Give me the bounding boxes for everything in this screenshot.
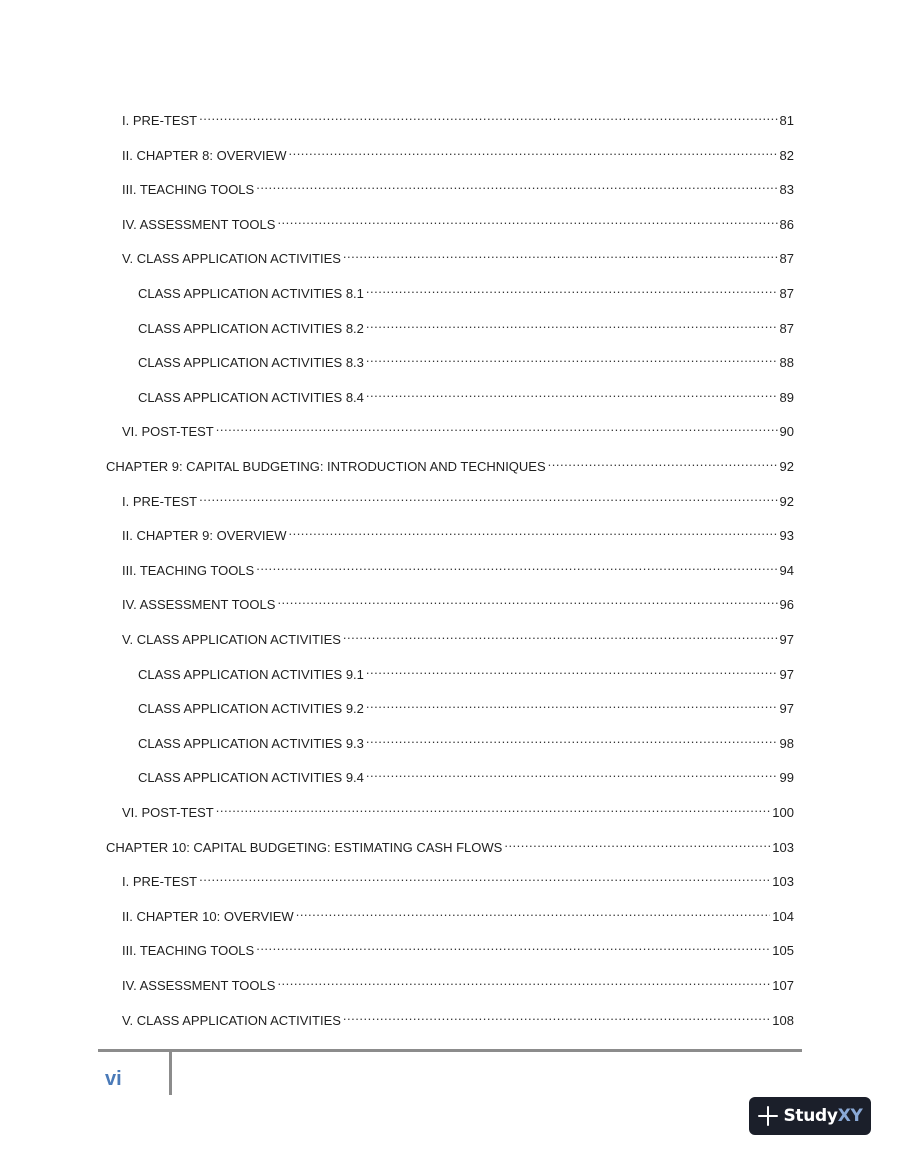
toc-entry[interactable] [122,937,794,960]
toc-dot-leader [199,488,777,506]
toc-entry-label: IV. ASSESSMENT TOOLS [122,216,276,232]
toc-dot-leader [366,315,778,333]
toc-entry-label: III. TEACHING TOOLS [122,182,255,198]
toc-dot-leader [366,384,778,402]
toc-dot-leader [366,280,778,298]
toc-entry-page: 89 [779,389,794,405]
toc-entry[interactable] [122,903,794,926]
toc-entry-label: VI. POST-TEST [122,805,214,820]
toc-entry[interactable] [138,661,794,684]
toc-entry-page: 99 [779,770,794,786]
toc-entry-label: I. PRE-TEST [122,113,198,128]
toc-dot-leader [288,522,777,540]
toc-entry-page: 90 [779,424,794,440]
toc-entry[interactable] [122,245,794,268]
toc-entry-page: 87 [779,320,794,336]
toc-entry[interactable] [122,522,794,545]
toc-entry[interactable] [122,799,794,822]
toc-entry-label: CLASS APPLICATION ACTIVITIES 9.2 [138,701,364,717]
toc-entry-label: II. CHAPTER 9: OVERVIEW [122,528,287,544]
toc-dot-leader [216,799,771,817]
toc-dot-leader [277,591,777,609]
brand-name-part1: Study [783,1106,838,1126]
toc-entry-page: 100 [772,805,794,820]
toc-dot-leader [504,834,770,852]
toc-entry[interactable] [122,488,794,511]
toc-entry-page: 103 [772,839,794,855]
page-number: vi [105,1068,122,1090]
toc-entry-page: 105 [772,943,794,959]
toc-entry[interactable] [138,384,794,407]
toc-entry[interactable] [138,315,794,338]
toc-entry-label: IV. ASSESSMENT TOOLS [122,597,276,613]
toc-dot-leader [256,937,770,955]
brand-name-part2: XY [837,1106,863,1126]
toc-entry-page: 108 [772,1012,794,1028]
toc-entry-label: VI. POST-TEST [122,424,214,440]
toc-dot-leader [366,764,778,782]
toc-entry-label: II. CHAPTER 10: OVERVIEW [122,908,294,924]
toc-entry-label: CHAPTER 9: CAPITAL BUDGETING: INTRODUCTION AND TECHNIQUES [106,459,546,474]
toc-entry-page: 97 [779,701,794,717]
toc-entry-page: 83 [779,182,794,198]
toc-entry-page: 82 [779,147,794,163]
toc-dot-leader [366,695,778,713]
toc-entry[interactable] [122,626,794,649]
footer-divider [98,1049,802,1052]
toc-entry[interactable] [122,142,794,165]
toc-entry-page: 107 [772,978,794,993]
plus-icon [757,1105,779,1127]
toc-entry-label: CLASS APPLICATION ACTIVITIES 9.4 [138,770,364,786]
toc-dot-leader [548,453,778,471]
toc-entry[interactable] [122,1007,794,1030]
toc-entry-label: I. PRE-TEST [122,874,198,890]
toc-entry-label: CLASS APPLICATION ACTIVITIES 8.2 [138,320,364,336]
studyxy-logo[interactable] [749,1097,871,1135]
toc-entry[interactable] [138,730,794,753]
toc-entry[interactable] [122,107,794,130]
toc-entry-label: CLASS APPLICATION ACTIVITIES 9.3 [138,735,364,751]
toc-entry-label: III. TEACHING TOOLS [122,562,255,578]
toc-entry[interactable] [122,211,794,234]
toc-entry-label: III. TEACHING TOOLS [122,943,255,959]
toc-dot-leader [296,903,771,921]
toc-entry[interactable] [122,176,794,199]
toc-entry-page: 94 [779,562,794,578]
toc-dot-leader [256,176,777,194]
toc-dot-leader [256,557,777,575]
toc-dot-leader [366,661,778,679]
toc-dot-leader [366,349,778,367]
footer-vertical-divider [169,1049,172,1095]
toc-dot-leader [199,868,770,886]
toc-dot-leader [343,1007,770,1025]
toc-entry-label: IV. ASSESSMENT TOOLS [122,978,276,993]
toc-entry-page: 97 [779,632,794,647]
toc-entry-label: CLASS APPLICATION ACTIVITIES 9.1 [138,666,364,682]
toc-dot-leader [343,245,778,263]
toc-dot-leader [366,730,778,748]
toc-entry-page: 92 [779,493,794,509]
toc-entry[interactable] [122,418,794,441]
toc-entry-page: 92 [779,459,794,474]
toc-entry-page: 87 [779,251,794,267]
toc-entry-label: II. CHAPTER 8: OVERVIEW [122,147,287,163]
toc-entry[interactable] [138,280,794,303]
toc-dot-leader [288,142,777,160]
toc-entry[interactable] [138,764,794,787]
toc-entry-page: 87 [779,286,794,301]
toc-entry-label: V. CLASS APPLICATION ACTIVITIES [122,251,341,267]
toc-entry-page: 88 [779,355,794,371]
toc-chapter-entry[interactable] [106,453,794,476]
toc-entry-page: 86 [779,216,794,232]
toc-entry-page: 81 [779,113,794,128]
toc-entry[interactable] [122,868,794,891]
toc-dot-leader [216,418,778,436]
toc-dot-leader [343,626,778,644]
toc-entry[interactable] [122,557,794,580]
toc-entry-page: 104 [772,908,794,924]
toc-entry[interactable] [122,591,794,614]
brand-name [783,1106,862,1126]
toc-entry-label: V. CLASS APPLICATION ACTIVITIES [122,632,341,647]
toc-entry[interactable] [138,349,794,372]
toc-entry-label: V. CLASS APPLICATION ACTIVITIES [122,1012,341,1028]
toc-entry[interactable] [122,972,794,995]
toc-entry-label: CLASS APPLICATION ACTIVITIES 8.1 [138,286,364,301]
toc-entry-label: I. PRE-TEST [122,493,198,509]
toc-entry[interactable] [138,695,794,718]
toc-entry-label: CLASS APPLICATION ACTIVITIES 8.4 [138,389,364,405]
toc-entry-page: 93 [779,528,794,544]
toc-dot-leader [199,107,777,125]
toc-dot-leader [277,972,770,990]
toc-chapter-entry[interactable] [106,834,794,857]
toc-entry-page: 98 [779,735,794,751]
toc-entry-label: CLASS APPLICATION ACTIVITIES 8.3 [138,355,364,371]
toc-entry-page: 97 [779,666,794,682]
toc-dot-leader [277,211,777,229]
toc-entry-label: CHAPTER 10: CAPITAL BUDGETING: ESTIMATING CASH FLOWS [106,839,503,855]
toc-entry-page: 103 [772,874,794,890]
toc-entry-page: 96 [779,597,794,613]
